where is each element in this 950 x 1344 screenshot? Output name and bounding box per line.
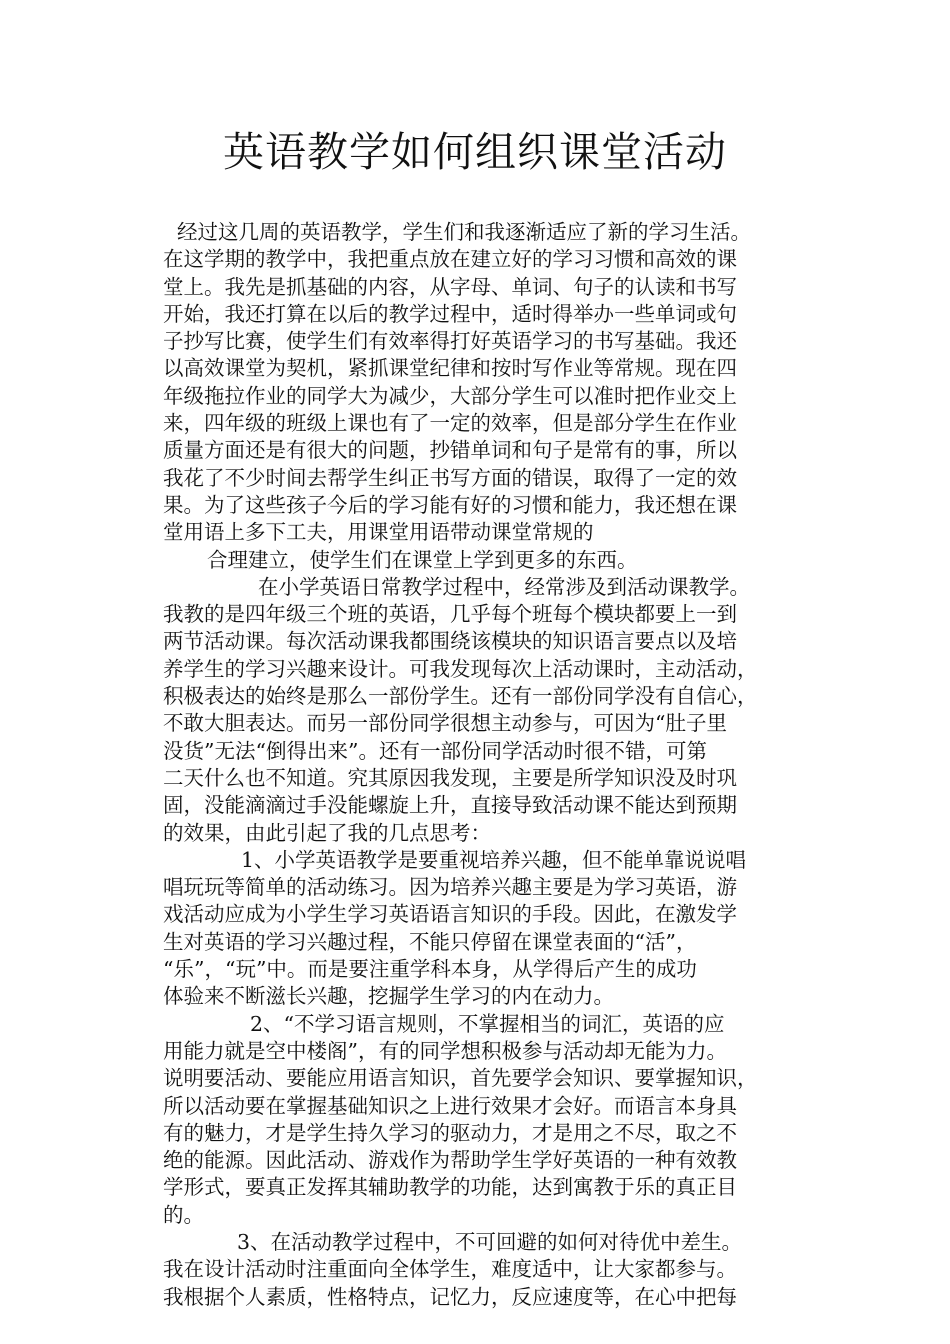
text-line: 2、“不学习语言规则，不掌握相当的词汇，英语的应 [250, 1011, 725, 1036]
text-line: 来，四年级的班级上课也有了一定的效率，但是部分学生在作业 [163, 411, 737, 436]
text-line: 的。 [163, 1202, 204, 1227]
text-line: 合理建立，使学生们在课堂上学到更多的东西。 [207, 547, 638, 572]
text-line: 唱玩玩等简单的活动练习。因为培养兴趣主要是为学习英语，游 [163, 875, 737, 900]
text-line: 积极表达的始终是那么一部份学生。还有一部份同学没有自信心， [163, 684, 758, 709]
text-line: 子抄写比赛，使学生们有效率得打好英语学习的书写基础。我还 [163, 329, 737, 354]
text-line: 两节活动课。每次活动课我都围绕该模块的知识语言要点以及培 [163, 629, 737, 654]
text-line: 学形式，要真正发挥其辅助教学的功能，达到寓教于乐的真正目 [163, 1175, 737, 1200]
text-line: 固，没能滴滴过手没能螺旋上升，直接导致活动课不能达到预期 [163, 793, 737, 818]
text-line: 开始，我还打算在以后的教学过程中，适时得举办一些单词或句 [163, 301, 737, 326]
text-line: 绝的能源。因此活动、游戏作为帮助学生学好英语的一种有效教 [163, 1148, 737, 1173]
text-line: 有的魅力，才是学生持久学习的驱动力，才是用之不尽，取之不 [163, 1120, 737, 1145]
text-line: 戏活动应成为小学生学习英语语言知识的手段。因此，在激发学 [163, 902, 737, 927]
text-line: 以高效课堂为契机，紧抓课堂纪律和按时写作业等常规。现在四 [163, 356, 737, 381]
text-line: 的效果，由此引起了我的几点思考： [163, 820, 491, 845]
text-line: 体验来不断滋长兴趣，挖掘学生学习的内在动力。 [163, 984, 614, 1009]
text-line: 堂用语上多下工夫，用课堂用语带动课堂常规的 [163, 520, 594, 545]
text-line: 用能力就是空中楼阁”，有的同学想积极参与活动却无能为力。 [163, 1038, 727, 1063]
text-line: 果。为了这些孩子今后的学习能有好的习惯和能力，我还想在课 [163, 492, 737, 517]
text-line: 我根据个人素质，性格特点，记忆力，反应速度等，在心中把每 [163, 1284, 737, 1309]
text-line: 堂上。我先是抓基础的内容，从字母、单词、句子的认读和书写 [163, 274, 737, 299]
text-line: 不敢大胆表达。而另一部份同学很想主动参与，可因为“肚子里 [163, 711, 727, 736]
text-line: 3、在活动教学过程中，不可回避的如何对待优中差生。 [237, 1229, 743, 1254]
text-line: 养学生的学习兴趣来设计。可我发现每次上活动课时，主动活动， [163, 656, 758, 681]
text-line: 说明要活动、要能应用语言知识，首先要学会知识、要掌握知识， [163, 1066, 758, 1091]
text-line: 生对英语的学习兴趣过程，不能只停留在课堂表面的“活”， [163, 929, 697, 954]
text-line: 质量方面还是有很大的问题，抄错单词和句子是常有的事，所以 [163, 438, 737, 463]
text-line: “乐”，“玩”中。而是要注重学科本身，从学得后产生的成功 [163, 957, 697, 982]
text-line: 我在设计活动时注重面向全体学生，难度适中，让大家都参与。 [163, 1257, 737, 1282]
text-line: 二天什么也不知道。究其原因我发现，主要是所学知识没及时巩 [163, 765, 737, 790]
text-line: 经过这几周的英语教学，学生们和我逐渐适应了新的学习生活。 [177, 220, 751, 244]
text-line: 我教的是四年级三个班的英语，几乎每个班每个模块都要上一到 [163, 602, 737, 627]
text-line: 所以活动要在掌握基础知识之上进行效果才会好。而语言本身具 [163, 1093, 737, 1118]
text-line: 我花了不少时间去帮学生纠正书写方面的错误，取得了一定的效 [163, 465, 737, 490]
text-line: 在小学英语日常教学过程中，经常涉及到活动课教学。 [258, 574, 750, 599]
document-body [163, 219, 803, 1311]
text-line: 没货”无法“倒得出来”。还有一部份同学活动时很不错，可第 [163, 738, 707, 763]
text-line: 年级拖拉作业的同学大为减少，大部分学生可以准时把作业交上 [163, 383, 737, 408]
text-line: 在这学期的教学中，我把重点放在建立好的学习习惯和高效的课 [163, 247, 737, 272]
text-line: 1、小学英语教学是要重视培养兴趣，但不能单靠说说唱 [241, 847, 747, 872]
document-title: 英语教学如何组织课堂活动 [223, 128, 727, 176]
